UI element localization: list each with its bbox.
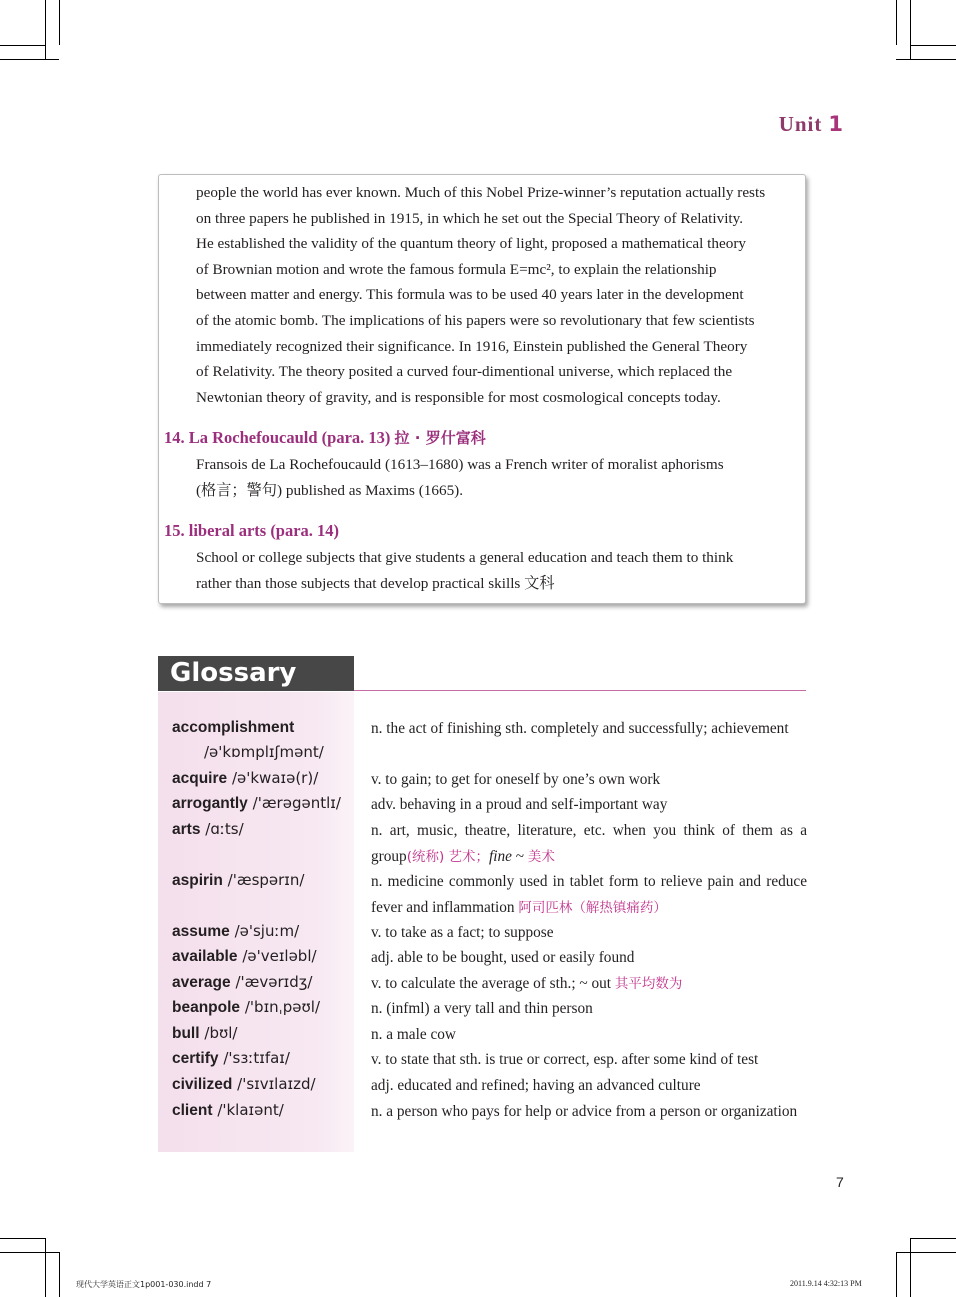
term-ipa: /ə'kwaɪə(r)/ (231, 769, 319, 787)
term-ipa: /'klaɪənt/ (217, 1101, 284, 1119)
unit-number: 1 (828, 112, 844, 136)
note-heading-text: 15. liberal arts (para. 14) (164, 521, 340, 540)
glossary-term (172, 820, 244, 839)
crop-mark (910, 1238, 911, 1297)
term-word: client (172, 1102, 213, 1119)
term-word: arts (172, 821, 201, 838)
glossary-definition: n. a male cow (371, 1026, 456, 1043)
definition-tail: ~ (511, 847, 528, 865)
glossary-term (172, 718, 294, 737)
crop-mark (896, 0, 897, 45)
glossary-definition: adj. able to be bought, used or easily found (371, 949, 635, 966)
text-line: of Relativity. The theory posited a curved four-dimentional universe, which replaced the (196, 363, 733, 381)
term-ipa: /ɑːts/ (205, 820, 244, 838)
term-word: available (172, 948, 238, 965)
glossary-term (172, 998, 320, 1017)
glossary-term-ipa (204, 743, 324, 761)
crop-mark (45, 0, 46, 59)
glossary-term (172, 922, 299, 941)
term-word: aspirin (172, 872, 223, 889)
glossary-definition: n. a person who pays for help or advice from a person or organization (371, 1103, 798, 1120)
text-line: School or college subjects that give students a general education and teach them to think (196, 549, 734, 566)
unit-label: Unit (778, 112, 823, 136)
definition-text: n. medicine commonly used in tablet form to relieve pain and reduce fever and inflammation (371, 873, 807, 916)
term-word: accomplishment (172, 719, 295, 736)
notes-box (158, 174, 806, 604)
glossary-definition: adj. educated and refined; having an advanced culture (371, 1077, 701, 1094)
note-heading-cn: 拉 · 罗什富科 (394, 429, 486, 447)
crop-mark (0, 45, 45, 46)
crop-mark (896, 1252, 956, 1253)
crop-mark (59, 1252, 60, 1297)
crop-mark (45, 1238, 46, 1297)
term-word: assume (172, 923, 230, 940)
glossary-definition (371, 818, 807, 870)
term-ipa: /bʊl/ (204, 1024, 238, 1042)
term-word: beanpole (172, 999, 241, 1016)
text-line: of Brownian motion and wrote the famous formula E=mc², to explain the relationship (196, 260, 717, 278)
crop-mark (910, 45, 956, 46)
term-word: acquire (172, 770, 228, 787)
glossary-term (172, 1049, 290, 1068)
text-line: immediately recognized their significance. In 1916, Einstein published the General Theory (196, 337, 748, 355)
crop-mark (0, 1238, 45, 1239)
definition-text: n. art, music, theatre, literature, etc. when you think of them as a group (371, 822, 807, 865)
text-line: (格言；警句) published as Maxims (1665). (196, 481, 464, 499)
definition-cn: 其平均数为 (614, 976, 683, 992)
definition-text: v. to calculate the average of sth.; ~ out (371, 975, 612, 992)
glossary-term (172, 1101, 284, 1120)
text-line: people the world has ever known. Much of this Nobel Prize-winner’s reputation actually rests (196, 184, 766, 201)
glossary-definition: adv. behaving in a proud and self-important way (371, 796, 668, 813)
crop-mark (0, 59, 59, 60)
page-number: 7 (836, 1174, 844, 1190)
term-ipa: /'ærəgəntlɪ/ (252, 794, 341, 812)
glossary-definition (371, 971, 807, 998)
crop-mark (896, 1252, 897, 1297)
note-heading-text: 14. La Rochefoucauld (para. 13) (164, 428, 391, 447)
glossary-term (172, 794, 341, 813)
term-word: average (172, 974, 231, 991)
note-heading-15 (164, 521, 339, 541)
term-ipa: /'æspərɪn/ (227, 871, 305, 889)
definition-tail-cn: 美术 (527, 848, 555, 865)
crop-mark (896, 59, 956, 60)
glossary-definition (371, 869, 807, 921)
glossary-rule (354, 690, 806, 691)
definition-cn: 阿司匹林（解热镇痛药） (518, 899, 667, 916)
term-word: arrogantly (172, 795, 248, 812)
term-word: civilized (172, 1076, 233, 1093)
note-continued-paragraph (196, 180, 792, 410)
glossary-term (172, 871, 304, 890)
term-ipa: /ə'sjuːm/ (234, 922, 300, 940)
text-line: Newtonian theory of gravity, and is responsible for most cosmological concepts today. (196, 388, 721, 406)
definition-tail-italic: fine (489, 847, 512, 865)
glossary-definition: n. (infml) a very tall and thin person (371, 1000, 593, 1017)
text-line: He established the validity of the quantum theory of light, proposed a mathematical theory (196, 235, 746, 253)
glossary-term (172, 973, 312, 992)
text-line: on three papers he published in 1915, in which he set out the Special Theory of Relativity. (196, 209, 744, 227)
crop-mark (0, 1252, 59, 1253)
glossary-title: Glossary (158, 656, 354, 691)
definition-cn: (统称) 艺术； (406, 848, 490, 865)
note-heading-14 (164, 427, 486, 448)
term-word: bull (172, 1025, 200, 1042)
glossary-definition: v. to state that sth. is true or correct, esp. after some kind of test (371, 1051, 759, 1068)
text-line: between matter and energy. This formula was to be used 40 years later in the development (196, 286, 744, 304)
glossary-term (172, 947, 317, 966)
note-body-14 (196, 452, 792, 503)
glossary-term (172, 1075, 316, 1094)
print-slug-timestamp: 2011.9.14 4:32:13 PM (790, 1279, 862, 1288)
text-line: rather than those subjects that develop practical skills 文科 (196, 574, 555, 592)
unit-header (779, 112, 844, 137)
print-slug-file: 现代大学英语正文1p001-030.indd 7 (76, 1280, 212, 1289)
term-ipa: /ə'veɪləbl/ (242, 947, 317, 965)
term-ipa: /'sɪvɪlaɪzd/ (237, 1075, 316, 1093)
crop-mark (910, 0, 911, 59)
crop-mark (59, 0, 60, 45)
glossary-term (172, 1024, 237, 1043)
glossary-term (172, 769, 318, 788)
glossary-definition: n. the act of finishing sth. completely and successfully; achievement (371, 720, 789, 737)
term-word: certify (172, 1050, 219, 1067)
text-line: Fransois de La Rochefoucauld (1613–1680) was a French writer of moralist aphorisms (196, 456, 724, 473)
term-ipa: /'ævərɪdʒ/ (235, 973, 313, 991)
glossary-definition: v. to gain; to get for oneself by one’s own work (371, 771, 661, 788)
crop-mark (910, 1238, 956, 1239)
term-ipa: /'sɜːtɪfaɪ/ (223, 1049, 290, 1067)
term-ipa: /'bɪnˌpəʊl/ (244, 998, 321, 1016)
note-body-15 (196, 545, 792, 596)
term-ipa: /ə'kɒmplɪʃmənt/ (204, 743, 324, 761)
text-line: of the atomic bomb. The implications of his papers were so revolutionary that few scientists (196, 311, 755, 329)
glossary-definition: v. to take as a fact; to suppose (371, 924, 554, 941)
